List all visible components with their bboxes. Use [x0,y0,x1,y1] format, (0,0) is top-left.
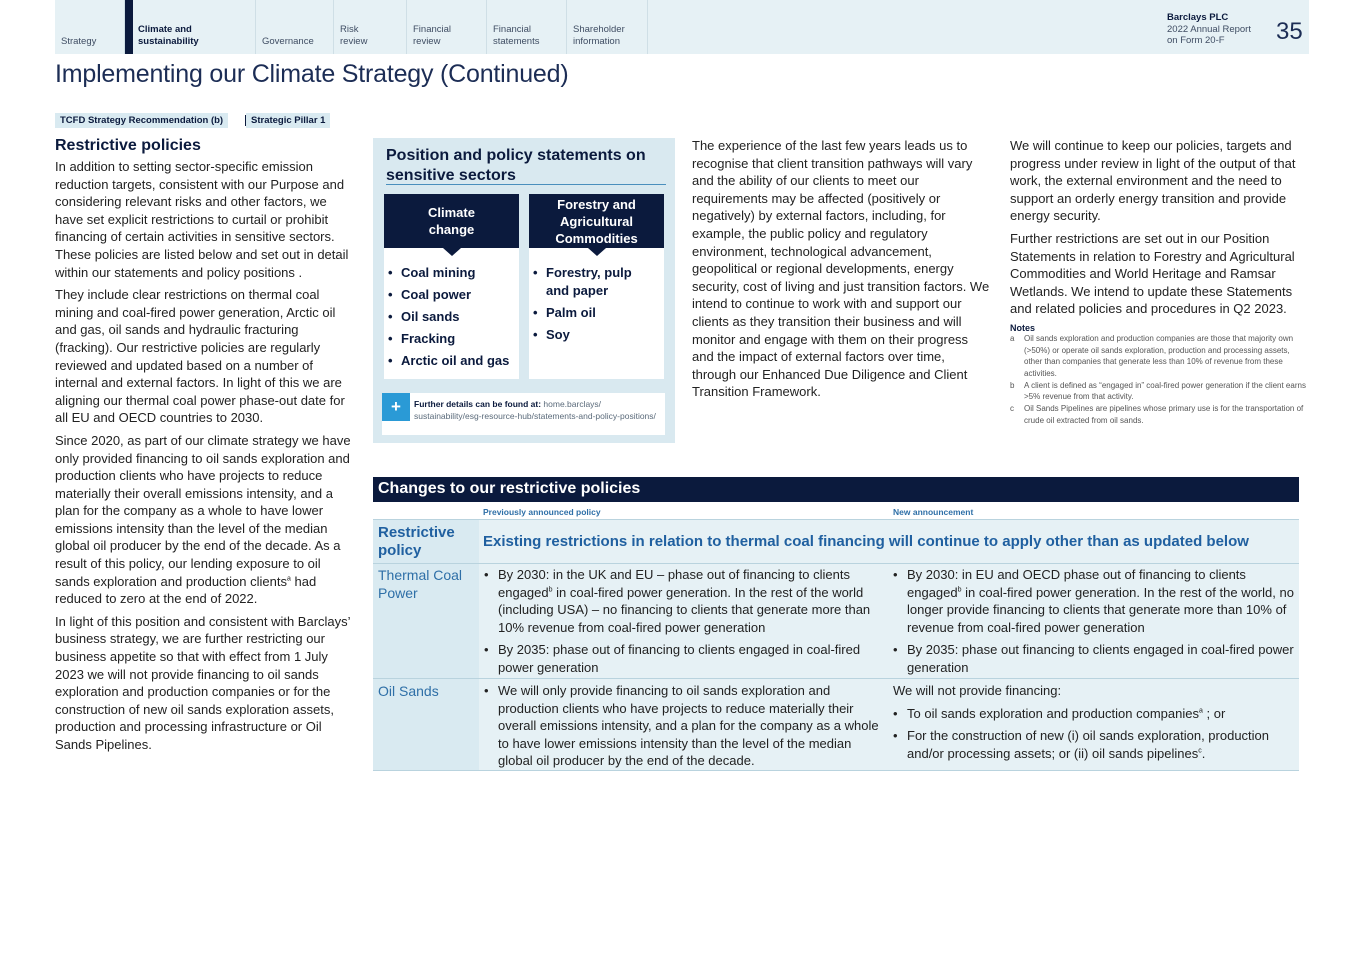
climate-change-heading: Climate change [384,194,519,248]
climate-change-list [384,248,519,370]
tab-strategy[interactable]: Strategy [55,0,125,54]
list-item: • Coal power [388,286,513,304]
forestry-list [529,248,664,343]
tab-climate-and-sustainability[interactable]: Climate and sustainability [125,0,256,54]
transition-column [692,137,992,406]
paragraph: Further restrictions are set out in our Position Statements in relation to Forestry and Agricultural Commodities and World Heritage and Ramsar Wetlands. We intend to update these Statements and related policies and procedures in Q2 2023. [1010,230,1295,317]
note-c: c Oil Sands Pipelines are pipelines whose primary use is for the transportation of crude oil extracted from oil sands. [1010,404,1304,425]
list-item: • Palm oil [533,304,658,322]
forestry-heading: Forestry and Agricultural Commodities [529,194,664,248]
company-name: Barclays PLC [1167,12,1229,23]
new-announcement-header: New announcement [893,507,974,517]
climate-change-box [384,194,519,379]
tab-financial-review[interactable]: Financial review [407,0,487,54]
row-label-thermal-coal: Thermal Coal Power [378,567,463,601]
paragraph: Since 2020, as part of our climate strategy we have only provided financing to oil sands exploration and production clients who have projects to reduce materially their overall emissions intensity, and a plan for the company as a whole to have lower emissions intensity than the level of the median global oil producer by the end of the decade. As a result of this policy, our lending exposure to oil sands exploration and production clients$^a$ had reduced to zero at the end of 2022. [55,432,351,607]
restrictive-policies-column [55,137,355,759]
divider [386,184,666,185]
coal-previous-cell: • By 2030: in the UK and EU – phase out of financing to clients engaged$^b$ in coal-fired power generation. In the rest of the world (including USA) – no financing to clients that generate more than 10% revenue from coal-fired power generation • By 2035: phase out of financing to clients engaged in coal-fired power generation [484,566,884,682]
tcfd-tag: TCFD Strategy Recommendation (b) [55,113,228,128]
tab-risk-review[interactable]: Risk review [334,0,407,54]
table-rule [373,770,1299,771]
list-item: • Coal mining [388,264,513,282]
restriction-banner: Existing restrictions in relation to thermal coal financing will continue to apply other than as updated below [483,533,1249,550]
paragraph: They include clear restrictions on thermal coal mining and coal-fired power generation, Arctic oil and gas, oil sands and hydraulic fracturing (fracking). Our restrictive policies are regularly reviewed and updated based on a number of internal and external factors. In light of this we are aligning our thermal coal power phase-out date for all EU and OECD countries to 2030. [55,287,345,426]
changes-table-title: Changes to our restrictive policies [373,477,1299,502]
paragraph: We will continue to keep our policies, targets and progress under review in light of the output of that work, the external environment and the need to support an orderly energy transition and provide energy security. [1010,138,1296,224]
page-number: 35 [1276,18,1303,45]
tab-governance[interactable]: Governance [256,0,334,54]
plus-icon[interactable]: + [382,393,410,421]
footnote-ref: a [286,575,291,583]
coal-new-cell: • By 2030: in EU and OECD phase out of financing to clients engaged$^b$ in coal-fired power generation. In the rest of the world, no longer provide financing to clients that generate more than 10% of revenue from coal-fired power generation • By 2035: phase out financing to clients engaged in coal-fired power generation [893,566,1297,682]
row-label-oil-sands: Oil Sands [378,683,439,699]
section-heading: Restrictive policies [55,137,201,154]
row-label-restrictive-policy: Restrictive policy [378,524,455,559]
top-navigation [55,0,1309,54]
note-b: b A client is defined as “engaged in” coal-fired power generation if the client earns >5% revenue from that activity. [1010,380,1306,402]
page-title: Implementing our Climate Strategy (Continued) [55,60,569,88]
report-line1: 2022 Annual Report [1167,23,1251,35]
oil-previous-cell: • We will only provide financing to oil sands exploration and production clients who have projects to reduce materially their overall emissions intensity, and a plan for the company as a whole to have lower emissions intensity than the level of the median global oil producer by the end of the decade. [484,682,884,775]
list-item: • Oil sands [388,308,513,326]
notes-title: Notes [1010,322,1036,333]
paragraph: The experience of the last few years leads us to recognise that client transition pathways will vary and the ability of our clients to meet our requirements may be affected (positively or negatively) by external factors, including, for example, the public policy and regulatory environment, technological advancement, geopolitical or regional developments, energy security, cost of living and just transition factors. We intend to continue to work with and support our clients as they transition their business and will monitor and engage with them on their progress and the impact of external factors over time, through our Enhanced Due Diligence and Client Transition Framework. [692,138,990,400]
note-a: a Oil sands exploration and production companies are those that majority own (>50%) or operate oil sands exploration, production and processing assets, other than companies that generate less than 10% of revenue from these activities. [1010,333,1294,379]
paragraph: In addition to setting sector-specific emission reduction targets, consistent with our Purpose and considering relevant risks and other factors, we have set explicit restrictions to curtail or prohibit financing of certain activities in sensitive sectors. These policies are listed below and set out in detail within our statements and policy positions . [55,159,349,280]
further-details-box [382,393,665,435]
list-item: • Arctic oil and gas [388,352,513,370]
tab-financial-statements[interactable]: Financial statements [487,0,567,54]
report-line2: on Form 20-F [1167,35,1225,46]
report-info [1167,12,1251,47]
list-item: • Soy [533,326,658,344]
paragraph: In light of this position and consistent with Barclays’ business strategy, we are further restricting our business appetite so that with effect from 1 July 2023 we will not provide financing to oil sands exploration and production companies or for the construction of new oil sands exploration assets, production and processing infrastructure or Oil Sands Pipelines. [55,613,351,752]
oil-new-cell: We will not provide financing: • To oil sands exploration and production companies$^a$ ; or • For the construction of new (i) oil sands exploration, production and/or processing assets; or (ii) oil sands pipelines$^c$. [893,682,1297,767]
pillar-tag: Strategic Pillar 1 [246,113,330,128]
further-details-text: Further details can be found at: home.barclays/ sustainability/esg-resource-hub/statements-and-policy-positions/ [414,399,656,421]
list-item: • Forestry, pulp and paper [533,264,658,299]
further-details-link[interactable]: home.barclays/ sustainability/esg-resource-hub/statements-and-policy-positions/ [414,399,656,421]
tab-shareholder-information[interactable]: Shareholder information [567,0,648,54]
previous-policy-header: Previously announced policy [483,507,601,517]
forestry-box [529,194,664,379]
list-item: • Fracking [388,330,513,348]
position-statements-panel [373,138,675,443]
review-column [1010,137,1310,427]
panel-title: Position and policy statements on sensitive sectors [386,147,646,184]
